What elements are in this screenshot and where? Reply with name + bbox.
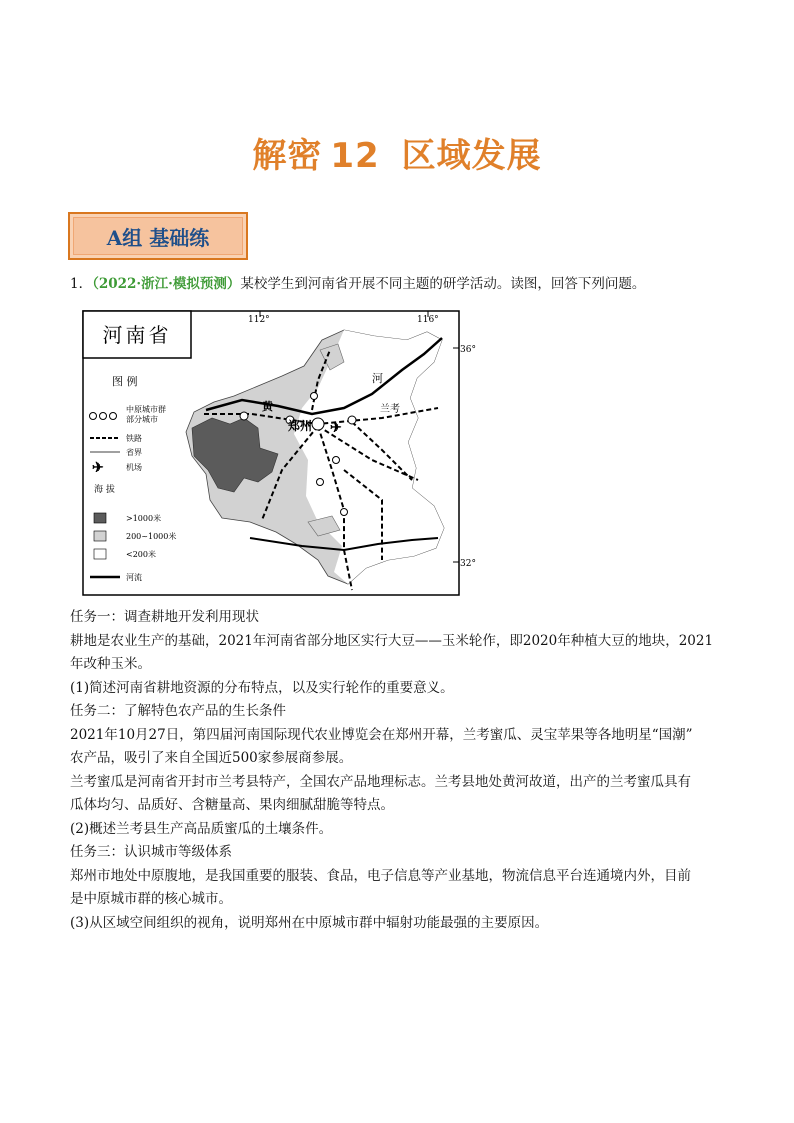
lon-116-label: 116°	[417, 315, 439, 325]
legend-high-swatch	[94, 513, 106, 523]
legend-city-symbol	[100, 413, 107, 420]
city-marker	[311, 393, 318, 400]
task1-title: 任务一：调查耕地开发利用现状	[70, 609, 259, 625]
city-zhengzhou	[312, 418, 324, 430]
legend-mid: 200~1000米	[126, 532, 177, 541]
map-title: 河南省	[102, 323, 172, 347]
title-topic: 区域发展	[401, 136, 542, 176]
sub-question-2: (2)概述兰考县生产高品质蜜瓜的土壤条件。	[70, 820, 333, 837]
lankao-label: 兰考	[380, 404, 400, 415]
city-marker	[333, 457, 340, 464]
lat-36-label: 36°	[460, 345, 476, 355]
legend-high: >1000米	[126, 514, 162, 523]
title-number: 12	[330, 136, 380, 176]
legend-cities-line2: 部分城市	[126, 415, 158, 424]
question-source: （2022·浙江·模拟预测）	[92, 276, 241, 292]
legend-city-symbol	[90, 413, 97, 420]
task2-text-b: 农产品，吸引了来自全国近500家参展商参展。	[70, 750, 353, 766]
task3-text-a: 郑州市地处中原腹地，是我国重要的服装、食品，电子信息等产业基地，物流信息平台连通境内外，目前	[70, 867, 691, 884]
zhengzhou-label: 郑州	[288, 419, 313, 433]
question-body	[70, 606, 730, 935]
title-main: 解密	[252, 136, 323, 176]
city-marker	[317, 479, 324, 486]
lat-32-label: 32°	[460, 559, 476, 569]
legend-low-swatch	[94, 549, 106, 559]
task1-text-a: 耕地是农业生产的基础，2021年河南省部分地区实行大豆——玉米轮作，即2020年种植大豆的地块，2021	[70, 632, 714, 649]
legend-airport-icon: ✈	[92, 460, 104, 476]
task2-text-c: 兰考蜜瓜是河南省开封市兰考县特产，全国农产品地理标志。兰考县地处黄河故道，出产的兰考蜜瓜具有	[70, 773, 691, 790]
question-number: 1．	[70, 276, 93, 292]
legend-title: 图 例	[112, 375, 138, 388]
task2-title: 任务二：了解特色农产品的生长条件	[70, 703, 286, 719]
legend-mid-swatch	[94, 531, 106, 541]
river-label-he: 河	[372, 372, 383, 385]
henan-map	[82, 310, 482, 600]
legend-city-symbol	[110, 413, 117, 420]
city-marker	[240, 412, 248, 420]
legend-airport: 机场	[126, 463, 142, 472]
legend-cities-line1: 中原城市群	[126, 405, 166, 414]
task3-text-b: 是中原城市群的核心城市。	[70, 891, 232, 907]
river-label-huang: 黄	[262, 400, 273, 413]
city-marker	[348, 416, 356, 424]
task2-text-d: 瓜体均匀、品质好、含糖量高、果肉细腻甜脆等特点。	[70, 797, 394, 813]
group-a-label: A组 基础练	[73, 217, 243, 255]
legend-elevation-title: 海 拔	[94, 485, 115, 495]
airport-icon: ✈	[330, 420, 342, 436]
legend-border: 省界	[126, 448, 142, 457]
task2-text-a: 2021年10月27日，第四届河南国际现代农业博览会在郑州开幕，兰考蜜瓜、灵宝苹果等各地明星“国潮”	[70, 726, 693, 743]
legend-river: 河流	[126, 573, 142, 582]
question-prompt: 某校学生到河南省开展不同主题的研学活动。读图，回答下列问题。	[240, 276, 646, 292]
task3-title: 任务三：认识城市等级体系	[70, 844, 232, 860]
sub-question-3: (3)从区域空间组织的视角，说明郑州在中原城市群中辐射功能最强的主要原因。	[70, 914, 549, 931]
question-1-header	[70, 274, 645, 294]
lon-112-label: 112°	[248, 315, 270, 325]
sub-question-1: (1)简述河南省耕地资源的分布特点，以及实行轮作的重要意义。	[70, 679, 454, 696]
legend-low: <200米	[126, 550, 156, 559]
city-marker	[341, 509, 348, 516]
group-a-banner	[68, 212, 248, 260]
page-title	[0, 128, 794, 177]
legend-railway: 铁路	[126, 434, 142, 443]
task1-text-b: 年改种玉米。	[70, 656, 151, 672]
